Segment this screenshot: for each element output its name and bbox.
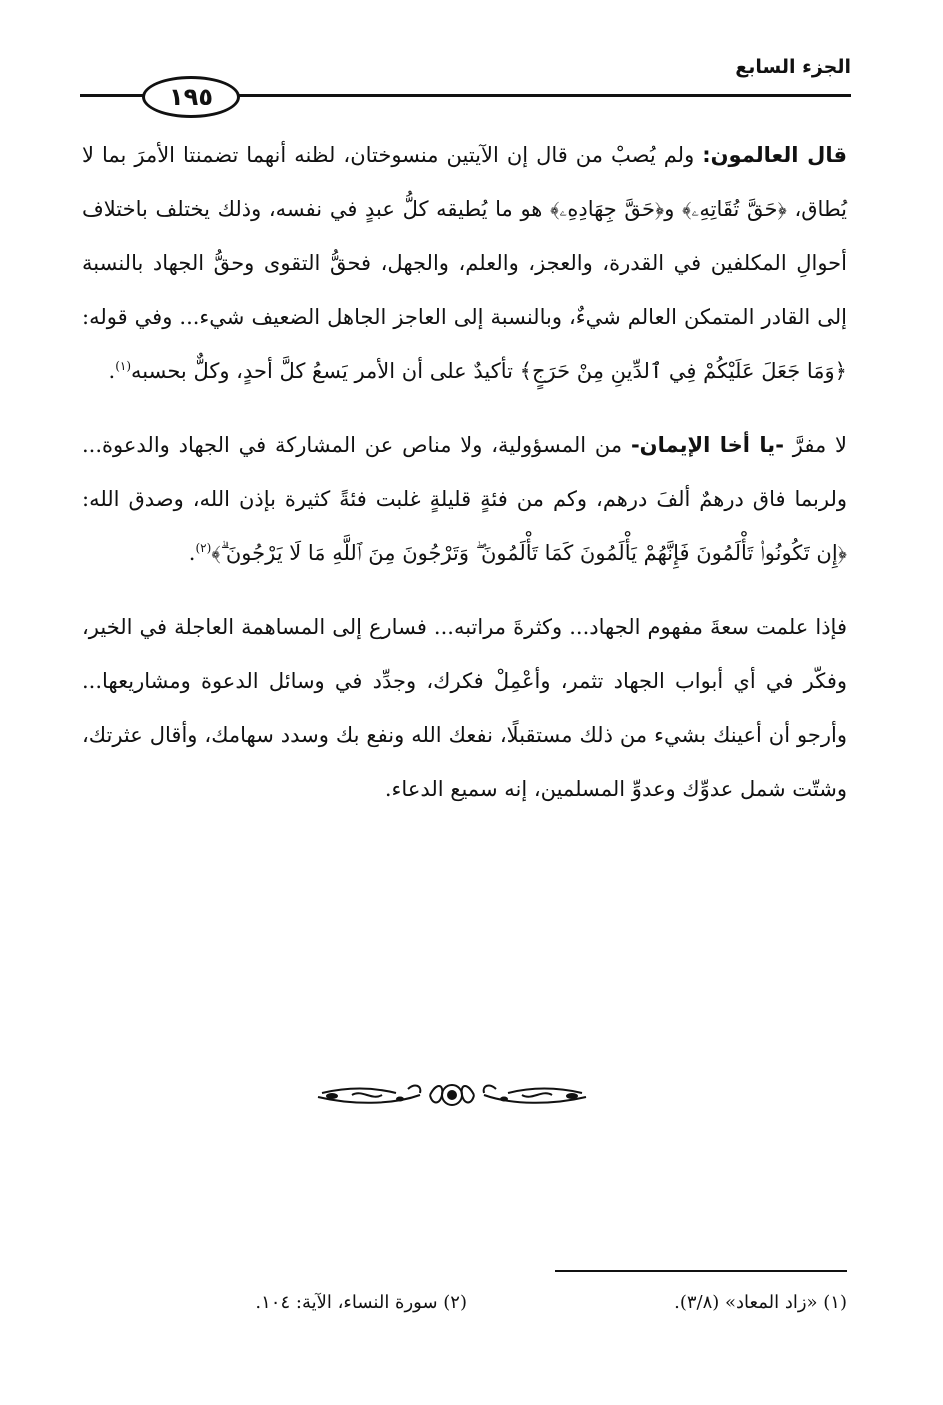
- p1-text-3: هو ما يُطيقه كلُّ عبدٍ في نفسه، وذلك يختلف باختلاف أحوالِ المكلفين في القدرة، والعجز، والعلم، والجهل، فحقُّ التقوى وحقُّ الجهاد بالنسبة إلى القادر المتمكن العالم شيءٌ، وبالنسبة إلى العاجز الجاهل الضعيف شيء... وفي قوله:: [82, 197, 847, 329]
- page-header: [80, 56, 851, 111]
- p1-text-2: و: [664, 197, 683, 221]
- paragraph-3: فإذا علمت سعةَ مفهوم الجهاد... وكثرةَ مراتبه... فسارع إلى المساهمة العاجلة في الخير، وفكّر في أي أبواب الجهاد تثمر، وأعْمِلْ فكرك، وجدِّد في وسائل الدعوة ومشاريعها... وأرجو أن أعينك بشيء من ذلك مستقبلًا، نفعك الله ونفع بك وسدد سهامك، وأقال عثرتك، وشتّت شمل عدوِّك وعدوِّ المسلمين، إنه سميع الدعاء.: [82, 615, 847, 801]
- quran-quote: ﴿حَقَّ تُقَاتِهِۦ﴾: [682, 197, 787, 221]
- body-text: [82, 128, 847, 836]
- paragraph-2: [82, 418, 847, 580]
- footnotes: [82, 1270, 847, 1330]
- p1-text-1: ولم يُصبْ من قال إن الآيتين منسوختان، لظنه أنهما تضمنتا الأمرَ بما لا يُطاق،: [82, 143, 848, 221]
- footnote-ref-2[interactable]: (٢): [195, 541, 212, 555]
- quran-quote: ﴿إِن تَكُونُوا۟ تَأْلَمُونَ فَإِنَّهُمْ يَأْلَمُونَ كَمَا تَأْلَمُونَ ۖ وَتَرْجُونَ مِنَ ٱللَّهِ مَا لَا يَرْجُونَ ۗ﴾: [211, 541, 847, 565]
- page-number: ١٩٥: [142, 76, 240, 118]
- p2-end: .: [188, 541, 196, 565]
- quran-quote: ﴿وَمَا جَعَلَ عَلَيْكُمْ فِي ٱلدِّينِ مِنْ حَرَجٍ﴾: [519, 359, 847, 383]
- p2-text-2: من المسؤولية، ولا مناص عن المشاركة في الجهاد والدعوة... ولربما فاق درهمٌ ألفَ درهم، وكم من فئةٍ قليلةٍ غلبت فئةً كثيرة بإذن الله، وصدق الله:: [82, 433, 847, 511]
- p1-end: .: [108, 359, 116, 383]
- paragraph-1: [82, 128, 847, 398]
- p2-text-1: لا مفرَّ: [783, 433, 847, 457]
- footnote-ref-1[interactable]: (١): [115, 359, 132, 373]
- speaker-label: قال العالمون:: [702, 143, 847, 167]
- footnote-1: (١) «زاد المعاد» (٣/٨).: [674, 1292, 847, 1313]
- footnote-2: (٢) سورة النساء، الآية: ١٠٤.: [255, 1292, 467, 1313]
- running-head: الجزء السابع: [735, 56, 851, 78]
- ornament-divider: [312, 1075, 592, 1115]
- p1-text-4: تأكيدٌ على أن الأمر يَسعُ كلَّ أحدٍ، وكلٌّ بحسبه: [131, 359, 520, 383]
- footnote-rule: [555, 1270, 847, 1272]
- bold-phrase: -يا أخا الإيمان-: [630, 433, 784, 457]
- quran-quote: ﴿حَقَّ جِهَادِهِۦ﴾: [550, 197, 665, 221]
